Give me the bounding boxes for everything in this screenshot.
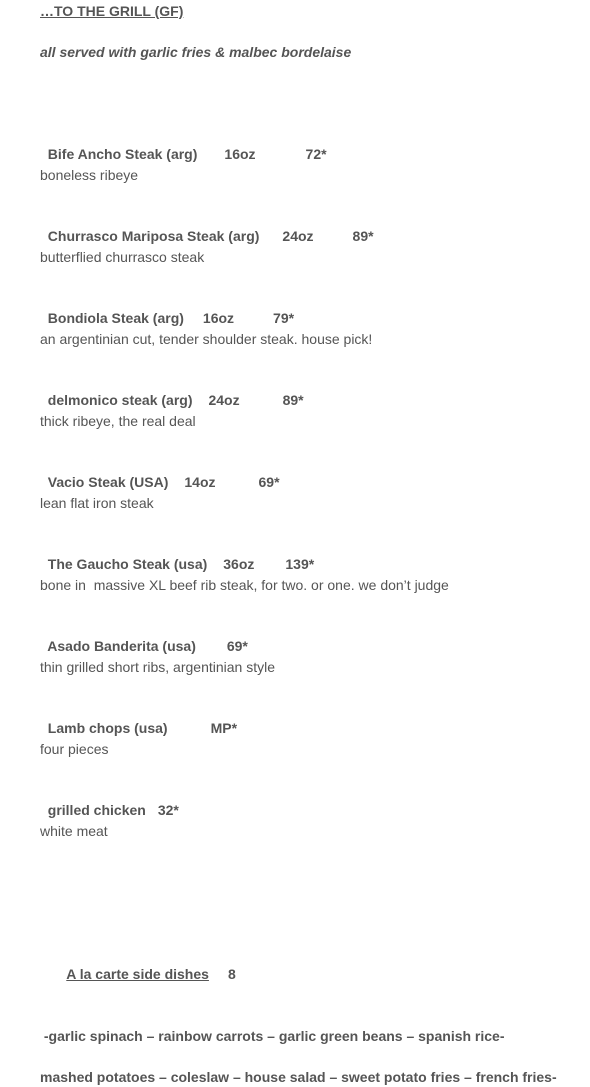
menu-item-name	[40, 206, 374, 246]
item-price: 139*	[285, 556, 315, 572]
item-price: 69*	[226, 638, 248, 654]
item-size: 16oz	[224, 146, 256, 162]
item-price: MP*	[210, 720, 238, 736]
menu-item-name	[40, 370, 304, 410]
menu-item-desc: thin grilled short ribs, argentinian style	[40, 659, 276, 675]
menu-item-name	[40, 452, 280, 492]
menu-item-name	[40, 780, 179, 820]
menu-item-name	[40, 534, 314, 574]
item-name: The Gaucho Steak (usa)	[47, 556, 208, 572]
item-price: 72*	[305, 146, 327, 162]
sides-price: 8	[227, 966, 236, 982]
item-price: 79*	[273, 310, 295, 326]
item-size: 24oz	[208, 392, 240, 408]
menu-item-name	[40, 698, 237, 738]
menu-item-desc: butterflied churrasco steak	[40, 249, 205, 265]
item-name: Asado Banderita (usa)	[47, 638, 196, 654]
item-price: 69*	[258, 474, 280, 490]
item-size: 24oz	[282, 228, 314, 244]
item-size: 16oz	[202, 310, 235, 326]
menu-item-desc: bone in massive XL beef rib steak, for two. or one. we don’t judge	[40, 577, 449, 593]
item-name: delmonico steak (arg)	[47, 392, 193, 408]
section-subtitle: all served with garlic fries & malbec bordelaise	[40, 44, 352, 60]
sides-heading	[59, 944, 236, 984]
menu-item-name	[40, 124, 327, 164]
menu-item-desc: boneless ribeye	[40, 167, 139, 183]
item-name: grilled chicken	[47, 802, 146, 818]
menu-item-desc: lean flat iron steak	[40, 495, 154, 511]
item-name: Bondiola Steak (arg)	[47, 310, 184, 326]
sides-list-line-1: -garlic spinach – rainbow carrots – garlic green beans – spanish rice-	[40, 1028, 505, 1044]
menu-item-name	[40, 288, 294, 328]
item-name: Churrasco Mariposa Steak (arg)	[47, 228, 260, 244]
menu-item-desc: four pieces	[40, 741, 109, 757]
menu-item-desc: white meat	[40, 823, 108, 839]
item-name: Lamb chops (usa)	[47, 720, 168, 736]
item-price: 89*	[282, 392, 304, 408]
item-price: 32*	[157, 802, 179, 818]
menu-item-desc: an argentinian cut, tender shoulder steak. house pick!	[40, 331, 373, 347]
sides-list-line-2: mashed potatoes – coleslaw – house salad – sweet potato fries – french fries-	[40, 1069, 557, 1085]
item-name: Vacio Steak (USA)	[47, 474, 169, 490]
item-price: 89*	[352, 228, 374, 244]
menu-item-desc: thick ribeye, the real deal	[40, 413, 196, 429]
item-size: 36oz	[223, 556, 255, 572]
item-size: 14oz	[184, 474, 216, 490]
section-title: …TO THE GRILL (GF)	[40, 3, 184, 19]
item-name: Bife Ancho Steak (arg)	[47, 146, 198, 162]
menu-item-name	[40, 616, 248, 656]
sides-title: A la carte side dishes	[66, 966, 209, 982]
